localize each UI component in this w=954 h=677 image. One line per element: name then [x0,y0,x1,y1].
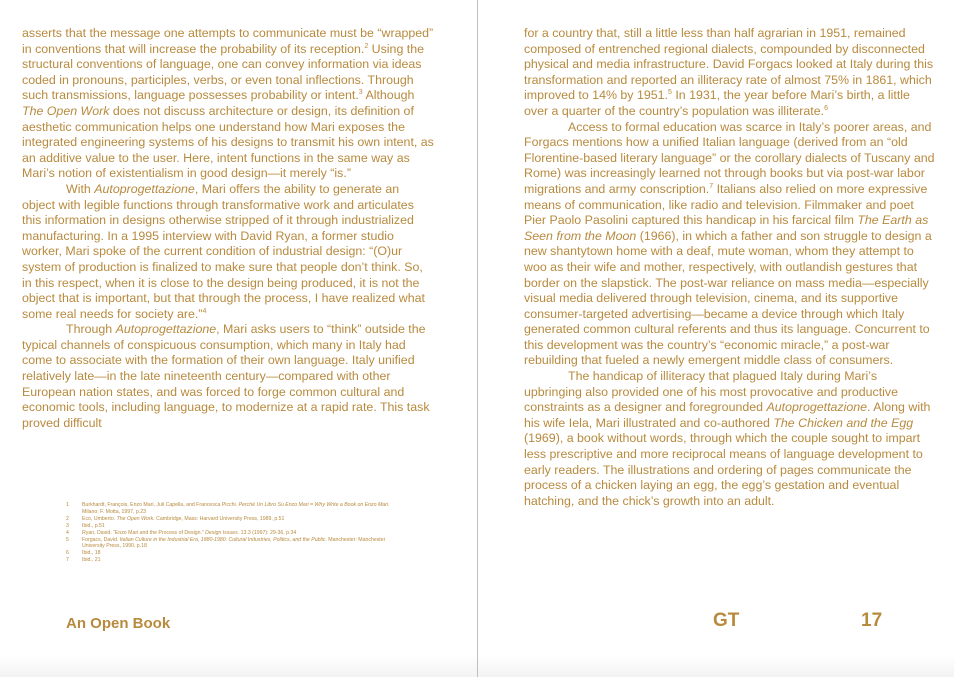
footnote-item [66,516,406,523]
footnote-reference: 3 [358,89,363,97]
paragraph [524,120,936,370]
paragraph [524,369,936,509]
footnote-reference: 7 [709,182,714,190]
italic-title-text: Autoprogettazione [766,400,868,415]
italic-title-text: Design Issues [205,529,238,536]
text-run: . Cambridge, Mass: Harvard University Press, 1989, p.51 [153,515,285,522]
text-run: Through [66,322,116,337]
text-run: With [66,181,95,196]
text-run: Forgacs, David. [82,536,120,543]
italic-title-text: The Earth as Seen from the Moon [524,213,929,243]
footnote-reference: 5 [667,89,672,97]
footnote-item [66,530,406,537]
italic-title-text: Perché Un Libro Su Enzo Mari = Why Write a Book on Enzo Mari [238,502,389,508]
footnote-reference: 2 [364,42,369,50]
text-run: Italians also relied on more expressive means of communication, like radio and television. Filmmaker and poet Pier Paolo Pasolini captured this handicap in his farcical film [524,181,928,228]
text-run: Ibid., 21 [82,557,101,564]
text-run: Burkhardt, François, Enzo Mari, Juli Capella, and Francesca Picchi. [82,502,239,508]
italic-title-text: The Open Work [22,103,110,118]
text-run: Ibid., p.51 [82,522,105,529]
italic-title-text: Italian Culture in the Industrial Era, 1880-1980: Cultural Industries, Politics, and the Public [119,536,326,543]
text-run: (1966), in which a father and son struggle to design a new shantytown home with a deaf, mute woman, whom they attempt to woo as their wife and mother, respectively, with outlandish gestures that border on the slapstick. The post-war reliance on mass media—especially visual media delivered through television, cinema, and its supportive consumer-targeted advertising—became a device through which Italy generated common cultural referents and thus its language. Concurrent to this development was the country’s “economic miracle,” a post-war rebuilding that fueled a newly emergent middle class of consumers. [524,228,932,368]
text-run: . Along with his wife Iela, Mari illustrated and co-authored [524,400,931,430]
italic-title-text: The Chicken and the Egg [773,415,914,430]
italic-title-text: Autoprogettazione [115,322,217,337]
footnote-item [66,550,406,557]
footnotes-list [66,502,406,564]
page-bottom-shadow [478,655,954,677]
footnote-number: 7 [66,557,69,564]
right-page [478,0,954,677]
text-run: . Milano: F. Motta, 1997, p.23 [82,502,390,515]
text-run: Ibid., 18 [82,550,101,557]
footnote-item [66,557,406,564]
text-run: Using the structural conventions of language, one can convey information via ideas coded in pronouns, participles, verbs, or even tonal inflections. Through such transmissions, language possesses probability or intent. [22,41,425,103]
footnote-number: 5 [66,536,69,543]
text-run: (1969), a book without words, through which the couple sought to impart less prescriptive and more reciprocal means of language development to early readers. The illustrations and ordering of pages communicate the process of a chicken laying an egg, the egg’s gestation and eventual hatching, and the chick’s growth into an adult. [524,431,923,508]
paragraph [22,182,434,322]
left-page-body-text [22,26,434,431]
footnote-number: 6 [66,550,69,557]
text-run: Access to formal education was scarce in Italy’s poorer areas, and Forgacs mentions how a unified Italian language (derived from an “old Florentine-based literary language” or the corollary dialects of Tuscany and Rome) was increasingly learned not through books but via post-war labor migrations and army conscription. [524,119,935,196]
text-run: asserts that the message one attempts to communicate must be “wrapped” in conventions that will increase the probability of its reception. [22,26,434,56]
paragraph [22,26,434,182]
italic-title-text: The Open Work [116,515,154,522]
italic-title-text: Autoprogettazione [94,181,195,196]
text-run: Eco, Umberto. [82,515,117,522]
text-run: Although [362,88,415,103]
footnote-number: 2 [66,515,69,522]
text-run: In 1931, the year before Mari’s birth, a little over a quarter of the country’s population was illiterate. [524,88,910,118]
page-bottom-shadow [0,655,477,677]
footnote-reference: 6 [824,104,828,112]
footnote-reference: 4 [202,307,207,315]
text-run: does not discuss architecture or design, its definition of aesthetic communication helps one understand how Mari exposes the integrated engineering systems of his designs to transmit his own intent, as an additive value to the user. Here, intent functions in the same way as Mari’s notion of existentialism in good design—it merely “is.” [22,103,434,181]
text-run: . 13.3 (1997): 29-36, p.34 [237,529,297,536]
text-run: Ryan, David. “Enzo Mari and the Process of Design.” [82,529,206,536]
text-run: , Mari offers the ability to generate an object with legible functions through transformative work and articulates this information in designs otherwise stripped of it through industrialized manufacturing. In a 1995 interview with David Ryan, a former studio worker, Mari spoke of the current condition of industrial design: “(O)ur system of production is finalized to make sure that people don’t think. So, in this respect, when it is close to the design being produced, it is not the object that is important, but that through the process, I have realized what some real needs for society are.” [22,181,425,321]
paragraph [524,26,936,120]
footnote-item [66,502,406,516]
running-head: GT [713,610,740,631]
book-title: An Open Book [66,615,171,632]
footnote-item [66,523,406,530]
paragraph [22,322,434,431]
right-page-body-text [524,26,936,509]
text-run: The handicap of illiteracy that plagued Italy during Mari’s upbringing also provided one of his most provocative and productive constraints as a designer and foregrounded [524,369,899,415]
footnote-item [66,537,406,551]
text-run: for a country that, still a little less than half agrarian in 1951, remained composed of entrenched regional dialects, compounded by disconnected physical and media infrastructure. David Forgacs looked at Italy during this transformation and reported an illiteracy rate of almost 75% in 1861, which improved to 14% by 1951. [524,26,934,103]
page-number: 17 [861,610,883,631]
text-run: . Manchester: Manchester University Press, 1990, p.18 [82,536,386,550]
footnote-number: 1 [66,502,69,508]
footnote-number: 3 [66,522,69,529]
footnote-number: 4 [66,529,69,536]
text-run: , Mari asks users to “think” outside the typical channels of conspicuous consumption, which many in Italy had come to associate with the formation of their own language. Italy unified relatively late—in the late nineteenth century—compared with other European nation states, and was forced to forge common cultural and economic tools, including language, to modernize at a rapid rate. This task proved difficult [22,322,430,430]
